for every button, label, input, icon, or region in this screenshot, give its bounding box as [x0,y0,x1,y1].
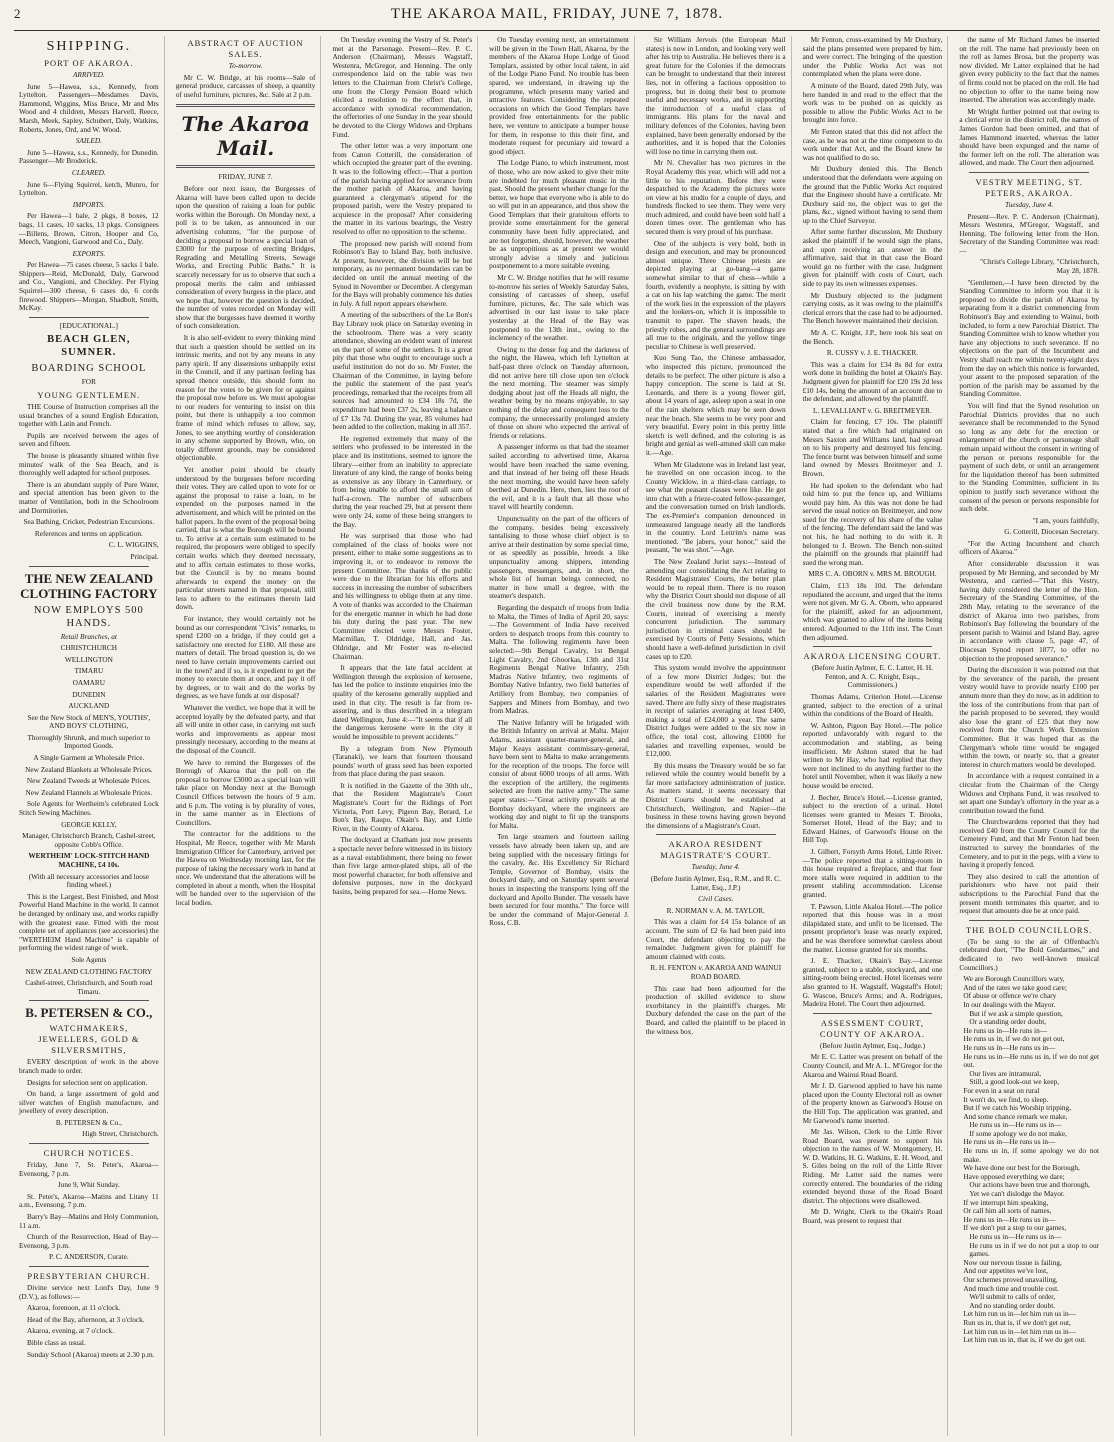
auction-text: Mr C. W. Bridge, at his rooms—Sale of general produce, carcasses of sheep, a quantity of useful furniture, pictures, &c. Sale at 2 p.m. [175,72,316,99]
case-title: R. H. FENTON v. AKAROA AND WAINUI ROAD BOARD. [650,963,782,981]
agents-label: Sole Agents [71,954,107,964]
poem-line: And some chance remark we make, [963,1111,1068,1121]
leader-para: Whatever the verdict, we hope that it will be accepted loyally by the defeated party, and that all will unite in other case, in carrying out such works and improvements as appear most pressingly necessary, according to the means at the disposal of the Council. [175,703,316,755]
arrived-label: ARRIVED. [72,70,105,79]
rm-court-heading: AKAROA RESIDENT MAGISTRATE'S COURT. [660,839,772,861]
school-name: BEACH GLEN, SUMNER. [47,334,131,359]
poem-line: Now our nervous tissue is failing, [963,1257,1062,1267]
vestry-para: "Gentlemen,—I have been directed by the Standing Committee to inform you that it is proposed to divide the parish of Akaroa by separating from it a district commencing from Robinson's Bay and extending to Wainui, both included, to form a new Parochial District. The Standing Committee wish to know whether you have any objections to such severance. If no objections on the part of the Incumbent and Vestry shall reach me within twenty-eight days from the day on which this notice is forwarded, your assent to the proposed separation of the portion of the parish may be assumed by the Standing Committee. [959,277,1100,399]
news-para: The proposed new parish will extend from Robinson's Bay to Island Bay, both inclusive. At present, however, the division will be but temporary, as no permanent boundaries can be decided on until the annual meeting of the Synod in November or December. A clergyman for the Bays will probably commence his duties in July. A full report appears elsewhere. [332,238,473,308]
bold-councillors-sub: (To be sung to the air of Offenbach's celebrated duet, "The Bold Gendarmes," and dedicated to two well-known musical Councillors.) [959,936,1100,972]
court-para: Mr Fenton, cross-examined by Mr Duxbury, said the plans presented were prepared by him, and were correct. The bringing of the question under the Public Works Act was not contemplated when the plans were done. [802,36,943,79]
branch-item: TIMARU [74,666,104,676]
poem-line: Still, a good look-out we keep, [969,1077,1060,1087]
assessment-para: Mr J. D. Garwood applied to have his name placed upon the County Electoral roll as owner of the property known as Garwood's House on the Hill Top. The application was granted, and Mr Garwood's name inserted. [802,1081,943,1125]
news-para: Sir William Jervois (the European Mail states) is now in London, and looking very well after his trip to Australia. He believes there is a great future for the Colonies if the democrats can be brought to understand that their interest lies, not in offering a factious opposition to progress, but in doing their best to promote useful and necessary works, and in supporting the introduction of a useful class of immigrants. His plans for the naval and military defences of the Colonies, having been explained, have been generally endorsed by the authorities, and it is hoped that the Colonies will lose no time in carrying them out. [645,36,786,156]
branch-item: AUCKLAND [68,701,110,711]
poem-line: If some apology we do not make, [969,1128,1067,1138]
bold-councillors-heading: THE BOLD COUNCILLORS. [965,924,1093,935]
poem-line: He runs us in—He runs us in— [963,1042,1056,1052]
church-para: St. Peter's, Akaroa—Matins and Litany 11 a.m., Evensong, 7 p.m. [19,1191,159,1210]
page-number: 2 [14,6,21,21]
school-for: FOR [81,377,96,387]
cleared-text: June 6—Flying Squirrel, ketch, Munro, for Lyttelton. [19,179,159,198]
school-signature: C. L. WIGGINS, [108,540,159,550]
leader-para: Yet another point should be clearly understood by the burgesses before recording their votes. They are called upon to vote for or against the proposal to raise a loan, to be expended on the purposes named in the advertisement, and which will be printed on the ballot papers. In the event of the proposal being carried, that is what the Borough will be bound to. To arrive at a certain sum estimated to be required, the proposers were obliged to specify certain works which they deemed necessary, and to affix certain estimates to those works, but the Council is by no means bound afterwards to expend the money on the particular streets named in that proposal, still less to adhere to the estimates therein laid down. [175,464,316,612]
court-para: Mr Duxbury denied this. The Bench understood that the defendants were arguing on the ground that the Public Works Act required that the Engineer should have a certificate. Mr Duxbury said no, the object was to get the plans, &c., signed without having to send them up to the Chief Surveyor. [802,164,943,225]
column-6 [798,36,949,1436]
news-para: On Tuesday evening the Vestry of St. Peter's met at the Parsonage. Present—Rev. P. C. Anderson (Chairman), Messrs Wagstaff, Westenra, McGregor, and Henning. The only correspondence laid on the table was two letters to the Chairman from Christ's College, one from the Clergy Pension Board which elicited a resolution to the effect that, in accordance with synodical recommendation, the offertories of one Sunday in the year should be devoted to the Clergy Widows and Orphans Fund. [332,36,473,139]
imports-text: Per Hawea—1 bale, 2 pkgs, 8 boxes, 12 bags, 11 cases, 10 sacks, 13 pkgs. Consignees—Billens, Brown, Citron, Hooper and Co, Meech, Vangioni, Garwood and Co., Daly. [19,211,159,247]
vestry-para: After considerable discussion it was proposed by Mr Henning, and seconded by Mr Westenra, and carried—"That this Vestry, having duly considered the letter of the Hon. Secretary of the Standing Committee, of the 28th May, relating to the severance of the district of Akaroa into two parishes, from Robinson's Bay following the boundary of the present parish to Wainui and Island Bay, agree in accordance with clause 5, page 47, of Diocesan Synod report 1877, to offer no objection to the proposed severance." [959,559,1100,663]
poem-line: In our dealings with the Mayor. [963,999,1056,1009]
factory-para: New Zealand Flannels at Wholesale Prices. [25,787,153,797]
assessment-before: (Before Justin Aylmer, Esq., Judge.) [819,1040,926,1050]
school-para: References and terms on application. [34,528,143,538]
divider [29,566,149,567]
divider [176,165,316,168]
licensing-para: W. Ashton, Pigeon Bay Hotel.—The police reported unfavorably with regard to the accommodation and stabling, as being insufficient. Mr Ashton stated that he had written to Mr Hay, who had replied that they were not inclined to do anything further to the hotel until November, when it was likely a new house would be erected. [802,720,943,790]
branches-label: Retail Branches, at [60,631,117,641]
court-para: He had spoken to the defendant who had told him to put the fence up, and Williams would pay him. As this was not done he had served the usual notice on Breitmeyer, and now sued for the recovery of his share of the value of the fencing. The defendant said the land was not his, he had nothing to do with it. It belonged to J. Brown. The Bench non-suited the plaintiff on the grounds that plaintiff had sued the wrong man. [802,480,943,567]
shipping-heading: SHIPPING. [46,39,132,54]
educational-label: [EDUCATIONAL.] [59,320,118,330]
case-title: MRS C. A. OBORN v. MRS M. BROUGH. [808,569,937,579]
poem-line: He runs us in—He runs us in— [963,1214,1056,1224]
poem-line: He runs us in—He runs us in— [969,1120,1062,1130]
rm-court-civil: Civil Cases. [698,894,734,904]
news-para: The other letter was a very important one from Canon Cotterill, the consideration of which occupied the greater part of the evening. It was to the following effect:—That a portion of the parish having applied for severance from the mother parish of Akaroa, and having guaranteed a clergyman's stipend for the proposed parish, were the Vestry prepared to acquiesce in the proposal? After considering the matter in its various bearings, the Vestry resolved to offer no opposition to the scheme. [332,141,473,237]
divider [813,646,933,647]
petersen-title: B. PETERSEN & CO., [25,1005,153,1021]
factory-title: THE NEW ZEALAND CLOTHING FACTORY [20,570,158,601]
church-para: June 9, Whit Sunday. [57,1180,120,1190]
poem-line: But if we ask a simple question, [969,1008,1063,1018]
news-para: Mr C. W. Bridge notifies that he will resume to-morrow his series of Weekly Saturday Sales, consisting of carcasses of sheep, useful furniture, pictures, &c. The sale which was advertised in our last issue to take place yesterday at the Head of the Bay was postponed to the 13th inst., owing to the inclemency of the weather. [489,273,629,343]
poem-line: Our actions have been true and thorough, [969,1180,1090,1190]
branch-item: OAMARU [72,677,106,687]
presby-para: Sunday School (Akaroa) meets at 2.30 p.m. [27,1349,155,1359]
poem-line: We are Borough Councillors wary, [963,974,1065,984]
exports-label: EXPORTS. [72,248,106,258]
port-heading: PORT OF AKAROA. [44,58,134,68]
school-type: BOARDING SCHOOL [31,363,147,375]
church-signature: P. C. ANDERSON, Curate. [49,1252,129,1262]
page-title: THE AKAROA MAIL, FRIDAY, JUNE 7, 1878. [390,6,724,22]
cleared-label: CLEARED. [71,167,106,177]
poem-line: Or call him all sorts of names, [963,1206,1052,1216]
poem-line: He runs us in, if some apology we do not make. [963,1146,1100,1164]
leader-para: We have to remind the Burgesses of the Borough of Akaroa that the poll on the proposal to borrow £3000 as a special loan will take place on Monday next at the Borough Council Offices between the hours of 9 a.m. and 6 p.m. The voting is by plurality of votes, in the same manner as in Elections of Councillors. [175,757,316,827]
poem-line: Run us in, that is, if we don't get out, [963,1317,1071,1327]
sailed-text: June 5—Hawea, s.s., Kennedy, for Dunedin. Passenger—Mr Broderick. [19,147,159,166]
poem-line: Or a standing order doubt, [969,1017,1047,1027]
petersen-para: On hand, a large assortment of gold and silver watches of English manufacture, and jewellery of every description. [19,1089,159,1116]
column-3 [327,36,478,1436]
column-4 [484,36,635,1436]
vestry-date: Tuesday, June 4. [1005,199,1054,209]
divider [656,834,776,835]
factory-para: New Zealand Blankets at Wholesale Prices. [25,764,153,774]
factory-employs: NOW EMPLOYS 500 HANDS. [33,604,144,629]
assessment-para: Mr Wright further pointed out that owing to a clerical error in the district roll, the names of James Gordon had been omitted, and that of James Hammond inserted, whereas the latter should have been expunged and the name of the former left on the roll. The alteration was allowed, and made. The Court then adjourned. [959,106,1100,168]
licensing-heading: AKAROA LICENSING COURT. [803,651,942,662]
poem-verses [959,975,1099,1345]
branch-item: DUNEDIN [72,689,106,699]
manager-name: GEORGE KELLY, [61,819,117,829]
licensing-para: Thomas Adams, Criterion Hotel.—License granted, subject to the erection of a urinal within the conditions of the Board of Health. [802,691,943,719]
vestry-heading: VESTRY MEETING, ST. PETERS, AKAROA. [975,176,1083,198]
church-para: Barry's Bay—Matins and Holy Communion, 11 a.m. [19,1212,159,1230]
assessment-para: Mr E. C. Latter was present on behalf of the County Council, and Mr A. L. M'Gregor for the Akaroa and Wainui Road Board. [802,1052,943,1079]
court-para: This case had been adjourned for the production of skilled evidence to show exorbitancy in the plaintiff's charges. Mr Duxbury defended the case on the part of the Board, and called the plaintiff to be placed in the witness box. [645,983,786,1036]
petersen-para: Designs for selection sent on application. [27,1077,148,1087]
presbyterian-heading: PRESBYTERIAN CHURCH. [27,1271,151,1281]
news-para: A meeting of the subscribers of the Le Bon's Bay Library took place on Saturday evening in the schoolroom. There was a very scanty attendance, showing an evident want of interest on the part of some of the settlers. It is a great pity that those who ought to encourage such a useful institution do not do so. Mr Foster, the Chairman of the Committee, in laying before the public the statement of the past year's proceedings, remarked that the receipts from all sources had amounted to £34 18s 7d, the expenditure had been £37 2s, leaving a balance of £7 13s 7d. During the year, 85 volumes had been added to the collection, making in all 357. [332,310,473,432]
petersen-address: High Street, Christchurch. [82,1129,159,1139]
licensing-para: J. Becher, Bruce's Hotel.—License granted, subject to the erection of a urinal. Hotel licenses were granted to Messrs T. Brooks, Somerset Hotel, Head of the Bay; and to Edward Haines, of Garwood's House on the Hill Top. [802,792,943,845]
news-para: Ten large steamers and fourteen sailing vessels have already been taken up, and are being supplied with the necessary fittings for the cavalry, &c. His Excellency Sir Richard Temple, Governor of Bombay, visits the dockyard daily, and on Saturday spent several hours in inspecting the transports lying off the dockyard and Apollo Bunder. The vessels have been secured for four months." The force will be under the command of Major-General J. Ross, C.B. [489,832,629,928]
poem-line: Let him run us in—let him run us in— [963,1326,1077,1336]
news-para: He regretted extremely that many of the settlers who professed to be interested in the place and its institutions, seemed to ignore the library—either from an inability to appreciate literature of any kind, the range of books being as extensive as any library in Canterbury, or from being unable to afford the small sum of half-a-crown. The number of subscribers during the year reached 29, but at present there were only 24, some of these being strangers to the Bay. [332,433,473,529]
columns [14,36,1104,1436]
news-para: On Tuesday evening next, an entertainment will be given in the Town Hall, Akaroa, by the members of the Akaroa Hope Lodge of Good Templars, assisted by other local talent, in aid of the Lodge Piano Fund. No trouble has been spared, we understand, in drawing up the programme, which presents many varied and attractive features. Considering the repeated occasions on which the Good Templars have provided free entertainments for the public here, we venture to anticipate a bumper house for them, in response to this their first, and moderate request for pecuniary aid toward a good object. [489,36,629,156]
divider [969,172,1089,173]
court-para: After some further discussion, Mr Duxbury asked the plaintiff if he would sign the plans, and upon receiving an answer in the affirmative, said that in that case the Board would go no further with the case. Judgment given for plaintiff with costs of Court, each side to pay its own witnesses expenses. [802,227,943,289]
school-para: The house is pleasantly situated within five minutes' walk of the Sea Beach, and is thoroughly well adapted for school purposes. [19,451,159,478]
factory-para: See the New Stock of MEN'S, YOUTHS', AND BOYS' CLOTHING, [27,712,151,731]
assessment-para: the name of Mr Richard James be inserted on the roll. The name had previously been on the roll as James Brosa, but the property was now divided. Mr Latter explained that he had given every publicity to the fact that the names of firms could not be placed on the roll. He had no objection to offer to the name being now inserted. The alteration was accordingly made. [959,36,1100,105]
poem-line: But if we catch his Worship tripping, [963,1103,1072,1113]
leader-para: Before our next issue, the Burgesses of Akaroa will have been called upon to decide upon the question of raising a loan for public works within the Borough. On Monday next, a poll is to be taken, as announced in our advertising columns, "for the purpose of deciding a proposal to borrow a special loan of £3000 for the purpose of erecting Bridges, Regrading and Metalling Streets, Sewage Works, and Erecting Public Baths." It is scarcely necessary for us to observe that such a proposal merits the calm and unbiassed consideration of every burgess in the place, and we hope that, however the question is decided, the number of votes recorded on Monday will show that the burgesses have deemed it worthy of such consideration. [175,183,316,331]
auction-heading: ABSTRACT OF AUCTION SALES. [187,38,304,59]
news-para: Unpunctuality on the part of the officers of the company, besides being excessively tantalising to those whose chief object is to arrive at their destination by some special time, or as speedily as possible, breeds a like unpunctuality among shippers, intending passengers, messengers, and, in short, the whole list of human beings connected, no matter in how small a degree, with the steamer's despatch. [489,514,629,601]
news-para: The Lodge Piano, to which instrument, most of those, who are now asked to give their mite are indebted for much pleasant music in the past. Should the present whether change for the better, we hope that everyone who is able to do so will put in an appearance, and thus show the Good Templars that their gratuitous efforts to provide some entertainment for the general community have been fully appreciated, and are not forgotten, should, however, the weather be as unpropitious as at present we would strongly advise a timely and judicious postponement to a more suitable evening. [489,158,629,271]
news-para: The Native Infantry will be brigaded with the British Infantry on arrival at Malta. Major Adams, assistant quarter-master-general, and Major Keays assistant commissary-general, have been sent to Malta to make arrangements for the reception of the troops. The force will consist of about 6000 troops of all arms. With the exception of the artillery, the regiments selected are from the native army." The same paper states:—"Great activity prevails at the Bombay dockyard, where the engineers are working day and night to fit up the transports for Malta. [489,717,629,830]
divider [29,1266,149,1267]
column-2 [171,36,322,1436]
court-para: Claim for fencing, £7 10s. The plaintiff stated that a fire which had originated on Messrs Saxton and Williams land, had spread on to his property and destroyed his fencing. The fence burnt was between himself and some land owned by Messrs Breitmeyer and J. Brown. [802,417,943,478]
poem-line: And no standing order doubt. [969,1300,1056,1310]
news-para: Mr N. Chevalier has two pictures in the Royal Academy this year, which will add not a little to his reputation. Before they were despatched to the Academy the pictures were on view at his studio for a couple of days, and hundreds flocked to see them. They were very much admired, and could have been sold half a dozen times over. The gentleman who has secured them is very proud of his purchase. [645,158,786,237]
school-para: There is an abundant supply of Pure Water, and special attention has been given to the matter of Ventilation, both in the Schoolroom and Dormitories. [19,479,159,515]
divider [176,104,316,107]
poem-line: If we don't put a stop to our games, [963,1223,1067,1233]
date-line: FRIDAY, JUNE 7. [218,172,273,182]
vestry-para: During the discussion it was pointed out that by the severance of the parish, the present vestry would have to provide nearly £100 per annum more than they do now, as in addition to the loss of the contributions from that part of the parish proposed to be severed, they would also lose the grant of £25 that they now received from the Church Work Extension Committee. But it was hoped that as the Clergyman's whole time would be engaged within the town, or nearly so, that a greater interest in church matters would be developed. [959,665,1100,769]
poem-line: He runs us in, if we do not get out, [963,1034,1065,1044]
column-5 [641,36,792,1436]
news-para: A passenger informs us that had the steamer sailed according to advertised time, Akaroa would have been reached the same evening, and that instead of her being off these Heads the next morning, she would have been safely berthed at Dunedin. Here, then, lies the root of the evil, and it is a fault that all those who travel will heartily condemn. [489,442,629,512]
poem-line: And of the rates we take good care; [963,982,1067,992]
news-para: By a telegram from New Plymouth (Taranaki), we learn that fourteen thousand pounds' worth of grass seed has been exported from that place during the past season. [332,743,473,779]
church-para: Friday, June 7, St. Peter's, Akaroa—Evensong, 7 p.m. [19,1160,159,1178]
exports-text: Per Hawea—75 cases cheese, 5 sacks 1 bale. Shippers—Reid, McDonald, Daly, Garwood and Co., Vangioni, and Checkley. Per Flying Squirrel—300 cheese, 6 cases do, 6 cords firewood. Shippers—Morgan, Shadbolt, Smith, McKay. [19,260,159,313]
page-header [0,6,1114,28]
vestry-para: Present—Rev. P. C. Anderson (Chairman), Messrs Westenra, M'Gregor, Wagstaff, and Henning. The following letter from the Hon. Secretary of the Standing Committee was read:— [959,211,1100,255]
presby-para: Head of the Bay, afternoon, at 3 o'clock. [27,1314,145,1324]
case-title: R. CUSSY v. J. E. THACKER. [826,348,919,358]
wertheim-text: This is the Largest, Best Finished, and Most Powerful Hand Machine in the world. It cannot be deranged by ordinary use, and works rapidly with the greatest ease. Fitted with the most complete set of appliances (see accessories) the "WERTHEIM Hand Machine" is capable of performing the widest range of work. [19,891,159,953]
school-para: THE Course of Instruction comprises all the usual branches of a sound English Education, together with Latin and French. [19,402,159,429]
leader-para: For instance, they would certainly not be bound as our correspondent "Civis" remarks, to spend £200 on a bridge, if they could get a satisfactory one erected for £180. All these are matters of detail. The broad question is, do we need to have certain improvements carried out in the town? and if so, is it expedient to get the money to execute them at once, and pay it off by degrees, or to wait and do the works by degrees, as we have funds at our disposal? [175,614,316,701]
news-para: This system would involve the appointment of a few more District Judges; but the expenditure would be well afforded if the salaries of the Resident Magistrates were saved. There are fully sixty of these magistrates in receipt of salaries averaging at least £400, making a total of £24,000 a year. The same District Judges were added to the six now in office, the total cost, allowing £1000 for salaries and travelling expenses, would be £12,000. [645,663,786,759]
poem-line: We'll submit to calls of order, [969,1292,1056,1302]
news-para: The New Zealand Jurist says:—Instead of amending our consolidating the Act relating to Resident Magistrates' Courts, the better plan would be to repeal them. There is no reason why the District Court should not dispose of all the civil business now done by the R.M. Courts, instead of exercising a merely concurrent jurisdiction. The summary jurisdiction in criminal cases should be exercised by Courts of Petty Sessions, which should have a well-defined jurisdiction in civil cases up to £20. [645,557,786,661]
poem-line: We have done our best for the Borough, [963,1163,1080,1173]
leader-para: The contractor for the additions to the Hospital, Mr Reece, together with Mr Marsh Immigration Officer for Canterbury, arrived per the Hawea on Wednesday morning last, for the purpose of taking the necessary work in hand at once. We understand that the alterations will be completed in about a month, when the Hospital will be handed over to the supervision of the local bodies. [175,829,316,908]
news-para: Owing to the dense fog and the darkness of the night, the Hawea, which left Lyttelton at half-past three o'clock on Tuesday afternoon, did not arrive here till close upon ten o'clock the next morning. The steamer was simply dodging about just off the Heads all night, the weather being by no means enjoyable, to say nothing of the delay and consequent loss to the company, the unnecessarily prolonged anxiety of those on shore who expected the arrival of friends or relations. [489,344,629,440]
licensing-before: (Before Justin Aylmer, E. C. Latter, H. H. Fenton, and A. C. Knight, Esqs., Commissioners.) [811,663,933,690]
sailed-label: SAILED. [75,136,102,146]
vestry-para: You will find that the Synod resolution on Parochial Districts provides that no such severance shall be recommended to the Synod so long as any debt for the erection or enlargement of the church or parsonage shall remain unpaid without the consent in writing of the person or persons responsible for the payment of such debt, or until an arrangement for the liquidation thereof has been submitted to the Standing Committee, sufficient in its opinion to justify such severance without the consent of the person or persons responsible for such debt. [959,400,1100,514]
vestry-signature: "I am, yours faithfully, [1032,515,1100,525]
court-para: This was a claim for £34 8s 8d for extra work done in building the hotel at Okain's Bay. Judgment given for plaintiff for £20 19s 2d less £10 14s, being the amount of an account due to the defendant, and allowed by the plaintiff. [802,359,943,404]
assessment-heading: ASSESSMENT COURT, COUNTY OF AKAROA. [819,1017,926,1039]
agents-name: NEW ZEALAND CLOTHING FACTORY [25,966,153,976]
agents-address: Cashel-street, Christchurch, and South road Timaru. [25,978,153,996]
column-1 [14,36,165,1436]
manager-address: Manager, Christchurch Branch, Cashel-street, opposite Cobb's Office. [22,831,156,849]
rm-court-before: (Before Justin Aylmer, Esq., R.M., and R. C. Latter, Esq., J.P.) [650,874,781,892]
vestry-signature: G. Cotterill, Diocesan Secretary. [1004,527,1100,537]
news-para: One of the subjects is very bold, both in design and execution, and may be pronounced almost unique. Three Chinese priests are depicted playing at go-bang—a game somewhat similar to that of chess—while a fourth, evidently a neophyte, is sitting by with a cat on his lap watching the game. The merit of the work lies in the expression of the players and the lookers-on, which it is impossible to transmit to paper. The shaven heads, the priestly robes, and the general surroundings are all true to the originals, and the yellow tinge peculiar to Chinese is well preserved. [645,238,786,351]
court-para: Mr Fenton stated that this did not affect the case, as he was not at the time competent to do work under that Act, and the Board knew he was not qualified to do so. [802,126,943,162]
column-7 [954,36,1104,1436]
petersen-signature: B. PETERSEN & Co., [55,1117,122,1127]
poem-line: And our appetites we've lost, [963,1266,1048,1276]
divider [813,1013,933,1014]
poem-line: Let him run us in—let him run us in— [963,1309,1077,1319]
factory-para: Sole Agents for Wertheim's celebrated Lock Stitch Sewing Machines. [19,799,159,818]
assessment-para: Mr D. Wright, Clerk to the Okain's Road Board, was present to request that [802,1207,943,1226]
poem-line: He runs us in—He runs in— [963,1025,1048,1035]
poem-line: He runs us in—He runs us in— [969,1232,1062,1241]
news-para: The dockyard at Chatham just now presents a spectacle never before witnessed in its history as a naval establishment, there being no fewer than five large armor-plated ships, all of the most powerful character, for both offensive and defensive purposes, now in the dockyard basins, being prepared for sea.—Home News. [332,835,473,896]
petersen-subtitle: WATCHMAKERS, JEWELLERS, GOLD & SILVERSMITHS, [38,1023,140,1056]
news-para: It is notified in the Gazette of the 30th ult., that the Resident Magistrate's Court Magistrate's Court for the Ridings of Port Victoria, Port Levy, Pigeon Bay, Berard, Le Bon's Bay, Raupo, Okain's Bay, and Little River, in the County of Akaroa. [332,780,473,833]
court-para: Claim, £13 18s 10d. The defendant repudiated the account, and urged that the items were not given. Mr G. A. Oborn, who appeared for the plaintiff, asked for an adjournment, which was granted to allow of the items being entered. Adjourned to the 11th inst. The Court then adjourned. [802,581,943,642]
poem-line: He runs us in if we do not put a stop to our games. [969,1240,1100,1259]
poem-line: Our lives are intramural, [969,1068,1042,1078]
masthead-title: The Akaroa Mail. [181,112,310,161]
licensing-para: T. Pawson, Little Akaloa Hotel.—The police reported that this house was in a most dilapidated state, and unfit to be licensed. The present proprietor's lease was nearly expired, and he was therefore somewhat careless about the matter. License granted for six months. [802,901,943,954]
poem-line: He runs us in—He runs us in, if we do not get out. [963,1051,1100,1070]
presby-para: Akaroa, evening, at 7 o'clock. [27,1326,115,1336]
licensing-para: J. E. Thacker, Okain's Bay.—License granted, subject to a stable, stockyard, and one sitting-room being erected. Hotel licenses were also granted to H. Wagstaff, Wagstaff's Hotel; G. Wascoe, Bruce's Arms; and A. Rodrigues, Madeira Hotel. The Court then adjourned. [802,956,943,1009]
poem-line: Yet we can't dislodge the Mayor. [969,1189,1065,1199]
vestry-para: In accordance with a request contained in a circular from the Chairman of the Clergy Widows and Orphans Fund, it was resolved to set apart one Sunday's offertory in the year as a contribution toward the fund. [959,771,1100,815]
school-para: Pupils are received between the ages of seven and fifteen. [19,430,159,449]
court-para: This was a claim for £4 15s balance of an account. The sum of £2 6s had been paid into Court, the defendant objecting to pay the remainder. Judgment given for plaintiff for amount claimed with costs. [645,917,786,961]
poem-line: Our schemes proved unavailing, [963,1274,1058,1284]
court-para: A minute of the Board, dated 29th July, was here handed in and read to the effect that the work was to be pushed on as quickly as possible to allow the Public Works Act to be brought into force. [802,80,943,125]
news-para: Regarding the despatch of troops from India to Malta, the Times of India of April 20, says:—The Government of India have received orders to despatch troops from this country to Malta. The following regiments have been selected:—9th Bengal Cavalry, 1st Bengal Light Cavalry, 2nd Ghoorkas, 13th and 31st Regiments Bengal Native Infantry, 25th Madras Native Infantry, two regiments of Bombay Native Infantry, two field batteries of Artillery from Bombay, two companies of Sappers and Miners from Bombay, and two from Madras. [489,603,629,716]
school-signature-title: Principal. [130,551,159,561]
poem-line: Have opposed everything we dare; [963,1171,1065,1181]
vestry-para: "Christ's College Library, "Christchurch, May 28, 1878. [980,257,1100,276]
school-para: Sea Bathing, Cricket, Pedestrian Excursions. [23,517,155,527]
poem-line: If we interrupt him speaking, [963,1197,1049,1207]
news-para: He was surprised that those who had complained of the class of books were not present, either to make some suggestions as to improving it, or to endeavor to remove the present Committee. The thanks of the public were due to the librarian for his efforts and success in increasing the number of subscribers and his willingness to oblige them at any time. A vote of thanks was accorded to the Chairman for the energetic manner in which he had done his duty during the past year. The new Committee elected were Messrs Foster, Macmillan, T. Oldridge, Hall, and Jas. Oldridge, and Mr Foster was re-elected Chairman. [332,531,473,661]
branch-item: CHRISTCHURCH [60,643,118,653]
presby-para: Bible class as usual. [27,1337,86,1347]
licensing-para: J. Gilbert, Forsyth Arms Hotel, Little River.—The police reported that a sitting-room in this house required a fireplace, and that four more stalls were required in addition to the present stabling accommodation. License granted. [802,847,943,900]
vestry-para: They also desired to call the attention of parishioners who have not paid their subscriptions to the Parochial Fund that the present month terminates this quarter, and to request that amounts due be at once paid. [959,871,1100,916]
auction-sub: To-morrow. [228,61,263,70]
factory-para: A Single Garment at Wholesale Price. [33,753,145,763]
factory-para: Thoroughly Shrunk, and much superior to Imported Goods. [27,732,151,751]
church-heading: CHURCH NOTICES. [43,1148,135,1159]
case-title: L. LEVALLIANT v. G. BREITMEYER. [813,405,932,415]
school-who: YOUNG GENTLEMEN. [37,390,141,401]
branch-item: WELLINGTON [64,654,113,664]
court-para: Mr A. C. Knight, J.P., here took his seat on the Bench. [802,328,943,346]
case-title: R. NORMAN v. A. M. TAYLOR. [666,905,765,915]
poem-line: For even in a seat on rural [963,1085,1040,1095]
presby-para: Akaroa, forenoon, at 11 o'clock. [27,1303,121,1313]
wertheim-title: WERTHEIM' LOCK-STITCH HAND MACHINE, £4 10s. [28,851,150,869]
arrived-text: June 5—Hawea, s.s., Kennedy, from Lyttelton. Passengers—Mesdames Davis, Hammond, Wiggins, Miss Bruce, Mr and Mrs Wood and 4 children, Messrs Harvell, Reece, Marsh, Meek, Sapley, Schubert, Daly, Watkins, Roberts, Jones, Ord, and W. Wood. [19,81,159,134]
church-para: Church of the Resurrection, Head of Bay—Evensong, 3 p.m. [19,1232,159,1250]
poem-line: It won't do, we find, to sleep. [963,1094,1049,1104]
news-para: By this means the Treasury would be so far relieved while the country would benefit by a far more satisfactory administration of justice. As matters stand, it seems necessary that District Courts should be established at Christchurch, Wellington, and Napier—the business in these towns having grown beyond the dimensions of a Magistrate's Court. [645,760,786,830]
assessment-para: Mr Jas. Wilson, Clerk to the Little River Road Board, was present to support his objection to the names of W. Montgomery, H. W. D. Watkins, H. G. Watkins, E. H. Wood, and S. Giles being on the roll of the Little River Riding. Mr Latter said the names were correctly entered. The boundaries of the riding extended beyond those of the Road Board district. The objections were disallowed. [802,1127,943,1205]
header-rule [14,30,1100,31]
news-para: When Mr Gladstone was in Ireland last year, he travelled on one occasion incog. to the County Wicklow, in a third-class carriage, to see what the peasant classes were like. He got into chat with a frieze-coated fellow-passenger, and the conversation turned on Irish landlords. The ex-Premier's companion denounced in unmeasured language nearly all the landlords in the country. Lord Leitrim's name was mentioned. "Be jabers, your honor," said the peasant, "he was shot."—Age. [645,459,786,555]
presby-para: Divine service next Lord's Day, June 9 (D.V.), as follows:— [19,1283,159,1301]
petersen-para: EVERY description of work in the above branch made to order. [19,1057,159,1075]
imports-label: IMPORTS. [72,199,105,209]
divider [29,317,149,318]
court-para: Mr Duxbury objected to the judgment carrying costs, as it was owing to the plaintiff's clerical errors that the case had to be adjourned. The Bench however maintained their decision. [802,290,943,326]
divider [29,1143,149,1144]
rm-court-date: Tuesday, June 4. [691,862,740,872]
poem-line: And much time and trouble cost. [963,1283,1059,1293]
factory-para: New Zealand Tweeds at Wholesale Prices. [26,776,151,786]
poem-line: Let him run us in, that is, if we do get out. [963,1335,1087,1345]
divider [969,920,1089,921]
wertheim-sub: (With all necessary accessories and loose finding wheel.) [28,871,149,890]
news-para: It appears that the late fatal accident at Wellington through the explosion of kerosene, has led the police to institute enquiries into the quality of the kerosene generally supplied and used in that city. The result is far from re-assuring, and is thus described in a telegram dated Wellington, June 4:—"It seems that if all the dangerous kerosene were in the city it would be impossible to prevent accidents." [332,663,473,741]
news-para: Kuo Sung Tao, the Chinese ambassador, who inspected this picture, pronounced the details to be perfect. The other picture is also a happy conception. The scene is laid at St. Leonards, and there is a young flower girl, about 14 years of age, asleep upon a seat in one of the rain shelters which may be seen down near the beach. She seems to be very poor and very beautiful. Every point in this pretty little sketch is well defined, and the coloring is as bright and genial as well-attuned skill can make it.—Age. [645,353,786,457]
divider [29,1000,149,1001]
leader-para: It is also self-evident to every thinking mind that such a question should be settled on its intrinsic merits, and not by any means in any party spirit. If any dissensions unhappily exist in the Council, and if any partisan feeling has spread thence outside, this should form no reason for the votes to be given for or against the proposal now before us. We must apologise to our readers for venturing to insist on this point, but there is unhappily a too common frame of mind which refuses to allow, say, Jones, to see anything worthy of consideration in any scheme supported by Brown, who, on totally different grounds, may be considered objectionable. [175,333,316,463]
vestry-signature: "For the Acting Incumbent and church officers of Akaroa." [959,538,1100,557]
vestry-para: The Churchwardens reported that they had received £40 from the County Council for the Cemetery Fund, and that Mr Fenton had been instructed to survey the boundaries of the Cemetery, and to put in the pegs, with a view to having it properly fenced. [959,817,1100,870]
poem-line: He runs us in—He runs us in— [963,1137,1056,1147]
poem-line: Of abuse or offence we're chary [963,991,1057,1001]
